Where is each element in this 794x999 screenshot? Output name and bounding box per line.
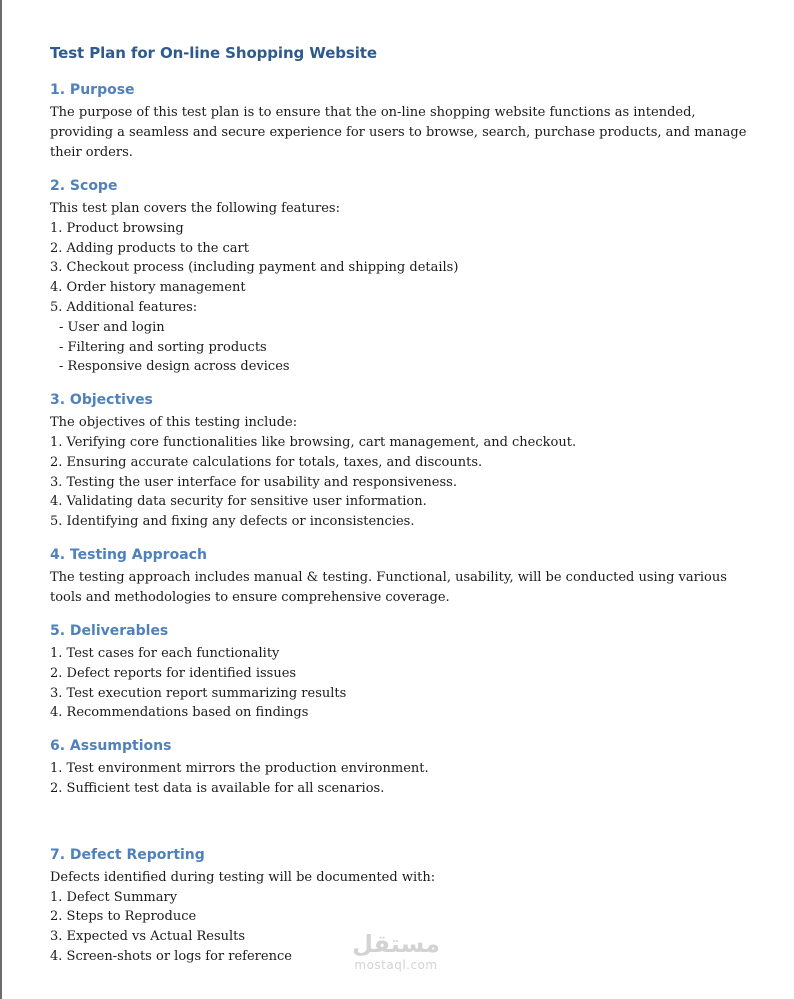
section-heading: 1. Purpose xyxy=(50,82,135,98)
section-heading: 6. Assumptions xyxy=(50,738,172,755)
list-item: 5. Identifying and fixing any defects or inconsistencies. xyxy=(50,514,415,530)
watermark-logo xyxy=(346,930,446,972)
list-item: 3. Checkout process (including payment and shipping details) xyxy=(50,260,459,276)
sub-list-item: - User and login xyxy=(59,319,165,335)
list-item: 4. Screen-shots or logs for reference xyxy=(50,948,292,964)
list-item: 1. Verifying core functionalities like browsing, cart management, and checkout. xyxy=(50,434,577,450)
section-intro: The objectives of this testing include: xyxy=(50,415,298,431)
section-deliverables xyxy=(50,622,760,723)
list-item: 1. Test cases for each functionality xyxy=(50,645,280,661)
section-objectives xyxy=(50,391,760,532)
document-title: Test Plan for On-line Shopping Website xyxy=(50,44,377,62)
list-item: 2. Sufficient test data is available for all scenarios. xyxy=(50,780,385,796)
list-item: 3. Test execution report summarizing results xyxy=(50,685,347,701)
section-paragraph: The testing approach includes manual & testing. Functional, usability, will be conducted using various tools and methodologies to ensure comprehensive coverage. xyxy=(50,569,727,605)
section-heading: 4. Testing Approach xyxy=(50,546,207,563)
section-intro: Defects identified during testing will be documented with: xyxy=(50,869,436,885)
list-item: 2. Steps to Reproduce xyxy=(50,909,197,925)
section-heading: 5. Deliverables xyxy=(50,622,169,639)
list-item: 2. Adding products to the cart xyxy=(50,240,249,256)
list-item: 2. Ensuring accurate calculations for totals, taxes, and discounts. xyxy=(50,454,483,470)
list-item: 3. Expected vs Actual Results xyxy=(50,929,246,945)
list-item: 1. Product browsing xyxy=(50,220,184,236)
sub-list-item: - Responsive design across devices xyxy=(59,359,290,375)
list-item: 4. Recommendations based on findings xyxy=(50,705,309,721)
section-intro: This test plan covers the following features: xyxy=(50,201,340,216)
section-heading: 2. Scope xyxy=(50,178,118,194)
section-paragraph: The purpose of this test plan is to ensure that the on-line shopping website functions as intended, providing a seamless and secure experience for users to browse, search, purchase products, and manage their orders. xyxy=(50,105,747,160)
watermark-latin-text: mostaql.com xyxy=(354,958,438,972)
list-item: 1. Test environment mirrors the production environment. xyxy=(50,761,429,777)
list-item: 4. Validating data security for sensitive user information. xyxy=(50,494,427,510)
section-assumptions xyxy=(50,737,760,799)
list-item: 2. Defect reports for identified issues xyxy=(50,665,297,681)
sub-list-item: - Filtering and sorting products xyxy=(59,339,267,355)
watermark-arabic-text: مستقل xyxy=(352,930,440,958)
section-heading: 3. Objectives xyxy=(50,392,153,409)
section-scope xyxy=(50,177,760,377)
list-item: 4. Order history management xyxy=(50,280,246,296)
document-page xyxy=(50,44,760,981)
list-item: 5. Additional features: xyxy=(50,299,198,315)
section-purpose xyxy=(50,81,760,163)
section-testing-approach xyxy=(50,546,760,608)
list-item: 3. Testing the user interface for usability and responsiveness. xyxy=(50,474,457,490)
section-heading: 7. Defect Reporting xyxy=(50,846,205,863)
page-left-border xyxy=(0,0,2,999)
list-item: 1. Defect Summary xyxy=(50,889,178,905)
